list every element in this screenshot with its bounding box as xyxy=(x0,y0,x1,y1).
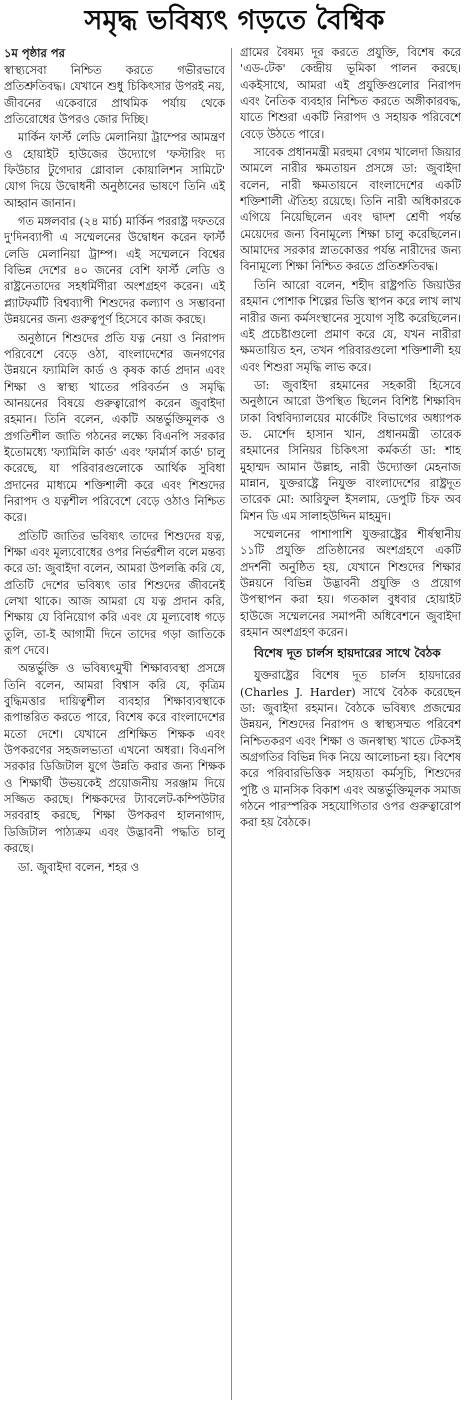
article-paragraph: গ্রামের বৈষম্য দূর করতে প্রযুক্তি, বিশেষ করে 'এড-টেক' কেন্দ্রীয় ভূমিকা পালন করছে। একইসাথে, আমরা এই প্রযুক্তিগুলোর নিরাপদ এবং নৈতিক ব্যবহার নিশ্চিত করতে অঙ্গীকারবদ্ধ, যাতে শিশুরা একটি নিরাপদ ও সহায়ক পরিবেশে বেড়ে উঠতে পারে। xyxy=(240,46,461,141)
right-column xyxy=(240,45,461,1395)
continuation-label: ১ম পৃষ্ঠার পর xyxy=(4,46,65,60)
article-paragraph: প্রতিটি জাতির ভবিষ্যৎ তাদের শিশুদের যত্ন, শিক্ষা এবং মূল্যবোধের ওপর নির্ভরশীল বলে মন্তব্য করে ডা: জুবাইদা বলেন, আমরা উপলব্ধি করি যে, প্রতিটি দেশের ভবিষ্যৎ তার শিশুদের জীবনেই লেখা থাকে। আজ আমরা যে যত্ন প্রদান করি, শিক্ষায় যে বিনিয়োগ করি এবং যে মূল্যবোধ গড়ে তুলি, তা-ই আগামী দিনে তাদের গড়া জাতিকে রূপ দেবে। xyxy=(4,529,225,658)
article-paragraph: ডা. জুবাইদা বলেন, শহর ও xyxy=(18,860,140,874)
headline: সমৃদ্ধ ভবিষ্যৎ গড়তে বৈশ্বিক xyxy=(84,4,385,36)
article-paragraph: স্বাস্থ্যসেবা নিশ্চিত করতে গভীরভাবে প্রতিশ্রুতিবদ্ধ। যেখানে শুধু চিকিৎসার উপরই নয়, জীবনের একেবারে প্রাথমিক পর্যায় থেকে প্রতিরোধের উপরও জোর দিচ্ছি। xyxy=(4,64,225,127)
article-paragraph: সম্মেলনের পাশাপাশি যুক্তরাষ্ট্রের শীর্ষস্থানীয় ১১টি প্রযুক্তি প্রতিষ্ঠানের অংশগ্রহণে একটি প্রদর্শনী অনুষ্ঠিত হয়, যেখানে শিশুদের শিক্ষার উন্নয়নে বিভিন্ন উদ্ভাবনী প্রযুক্তি ও প্রয়োগ উপস্থাপন করা হয়। গতকাল বুধবার হোয়াইট হাউজে সম্মেলনের সমাপনী অধিবেশনে জুবাইদা রহমান অংশগ্রহণ করেন। xyxy=(240,527,461,640)
article-paragraph: তিনি আরো বলেন, শহীদ রাষ্ট্রপতি জিয়াউর রহমান পোশাক শিল্পের ভিত্তি স্থাপন করে লাখ লাখ নারীর জন্য কর্মসংস্থানের সুযোগ সৃষ্টি করেছিলেন। এই প্রচেষ্টাগুলো প্রমাণ করে যে, যখন নারীরা ক্ষমতায়িত হন, তখন পরিবারগুলো শক্তিশালী হয় এবং শিশুরা সমৃদ্ধি লাভ করে। xyxy=(240,278,461,374)
subheading: বিশেষ দূত চার্লস হায়দারের সাথে বৈঠক xyxy=(254,646,441,661)
article-paragraph: ডা: জুবাইদা রহমানের সহকারী হিসেবে অনুষ্ঠানে আরো উপস্থিত ছিলেন বিশিষ্ট শিক্ষাবিদ ঢাকা বিশ্ববিদ্যালয়ের মার্কেটিং বিভাগের অধ্যাপক ড. মোর্শেদ হাসান খান, প্রধানমন্ত্রী তারেক রহমানের সিনিয়র চিকিৎসা কর্মকর্তা ডা: শাহ মুহাম্মদ আমান উল্লাহ, নারী উদ্যোক্তা মেহনাজ মান্নান, যুক্তরাষ্ট্রে নিযুক্ত বাংলাদেশের রাষ্ট্রদূত তারেক মো: আরিফুল ইসলাম, ডেপুটি চিফ অব মিশন ডি এম সালাহউদ্দিন মাহমুদ। xyxy=(240,378,461,523)
column-divider xyxy=(231,48,232,1400)
article-paragraph: যুক্তরাষ্ট্রের বিশেষ দূত চার্লস হায়দারের (Charles J. Harder) সাথে বৈঠক করেছেন ডা: জুবাইদা রহমান। বৈঠকে ভবিষ্যৎ প্রজন্মের উন্নয়ন, শিশুদের নিরাপদ ও স্বাস্থ্যসম্মত পরিবেশ নিশ্চিতকরণ এবং শিক্ষা ও জনস্বাস্থ্য খাতে টেকসই অগ্রগতির বিভিন্ন দিক নিয়ে আলোচনা হয়। বিশেষ করে পরিবারভিত্তিক সহায়তা কর্মসূচি, শিশুদের পুষ্টি ও মানসিক বিকাশ এবং অন্তর্ভুক্তিমূলক সমাজ গঠনে পারস্পরিক সহযোগিতার ওপর গুরুত্বারোপ করা হয় বৈঠকে। xyxy=(240,669,461,830)
article-paragraph: অন্তর্ভুক্তি ও ভবিষ্যৎমুখী শিক্ষাব্যবস্থা প্রসঙ্গে তিনি বলেন, আমরা বিশ্বাস করি যে, কৃত্রিম বুদ্ধিমত্তার দায়িত্বশীল ব্যবহার শিক্ষাব্যবস্থাকে রূপান্তরিত করতে পারে, বিশেষ করে বাংলাদেশের মতো দেশে। যেখানে প্রশিক্ষিত শিক্ষক এবং উপকরণের সহজলভ্যতা এখনো অধরা। বিএনপি সরকার ডিজিটাল যুগে উন্নতি করার জন্য শিক্ষক ও শিক্ষার্থী উভয়কেই প্রয়োজনীয় সরঞ্জাম দিয়ে সজ্জিত করছে। শিক্ষকদের ট্যাবলেট-কম্পিউটার সরবরাহ করছে, শিক্ষা উপকরণ হালনাগাদ, ডিজিটাল পাঠ্যক্রম এবং উদ্ভাবনী পদ্ধতি চালু করছে। xyxy=(4,662,225,856)
article-paragraph: গত মঙ্গলবার (২৪ মার্চ) মার্কিন পররাষ্ট্র দফতরে দু'দিনব্যাপী এ সম্মেলনের উদ্বোধন করেন ফার্স্ট লেডি মেলানিয়া ট্রাম্প। এই সম্মেলনে বিশ্বের বিভিন্ন দেশের ৪০ জনের বেশি ফার্স্ট লেডি ও রাষ্ট্রনেতাদের সহধর্মিণীরা অংশগ্রহণ করেন। এই প্ল্যাটফর্মটি বিশ্বব্যাপী শিশুদের কল্যাণ ও সম্ভাবনা উন্নয়নের জন্য গুরুত্বপূর্ণ হিসেবে কাজ করছে। xyxy=(4,215,225,327)
article-paragraph: মার্কিন ফার্স্ট লেডি মেলানিয়া ট্রাম্পের আমন্ত্রণ ও হোয়াইট হাউজের উদ্যোগে 'ফস্টারিং দ্য ফিউচার টুগেদার গ্লোবাল কোয়ালিশন সামিটে' যোগ দিয়ে উদ্বোধনী অনুষ্ঠানের ভাষণে তিনি এই আহ্বান জানান। xyxy=(4,131,225,210)
article-paragraph: অনুষ্ঠানে শিশুদের প্রতি যত্ন নেয়া ও নিরাপদ পরিবেশে বেড়ে ওঠা, বাংলাদেশের জনগণের উন্নয়নে ফ্যামিলি কার্ড ও কৃষক কার্ড প্রদান এবং শিক্ষা ও স্বাস্থ্য খাতের পরিবর্তন ও সমৃদ্ধি আনয়নের বিষয়ে গুরুত্বারোপ করেন জুবাইদা রহমান। তিনি বলেন, একটি অন্তর্ভুক্তিমূলক ও প্রগতিশীল জাতি গঠনের লক্ষ্যে বিএনপি সরকার ইতোমধ্যে 'ফ্যামিলি কার্ড' এবং 'ফার্মার্স কার্ড' চালু করেছে, যা পরিবারগুলোকে আর্থিক সুবিধা প্রদানের মাধ্যমে শক্তিশালী করে এবং শিশুদের নিরাপদ ও যত্নশীল পরিবেশে বেড়ে ওঠাও নিশ্চিত করে। xyxy=(4,331,225,525)
article-paragraph: সাবেক প্রধানমন্ত্রী মরহুমা বেগম খালেদা জিয়ার আমলে নারীর ক্ষমতায়ন প্রসঙ্গে ডা: জুবাইদা বলেন, নারী ক্ষমতায়নে বাংলাদেশের একটি শক্তিশালী ঐতিহ্য রয়েছে। তিনি নারী অধিকারকে এগিয়ে নিয়েছিলেন এবং দ্বাদশ শ্রেণী পর্যন্ত মেয়েদের জন্য বিনামূল্যে শিক্ষা চালু করেছিলেন। আমাদের সরকার স্নাতকোত্তর পর্যন্ত নারীদের জন্য বিনামূল্যে শিক্ষা নিশ্চিত করতে প্রতিশ্রুতিবদ্ধ। xyxy=(240,146,461,274)
left-column xyxy=(4,45,225,1395)
